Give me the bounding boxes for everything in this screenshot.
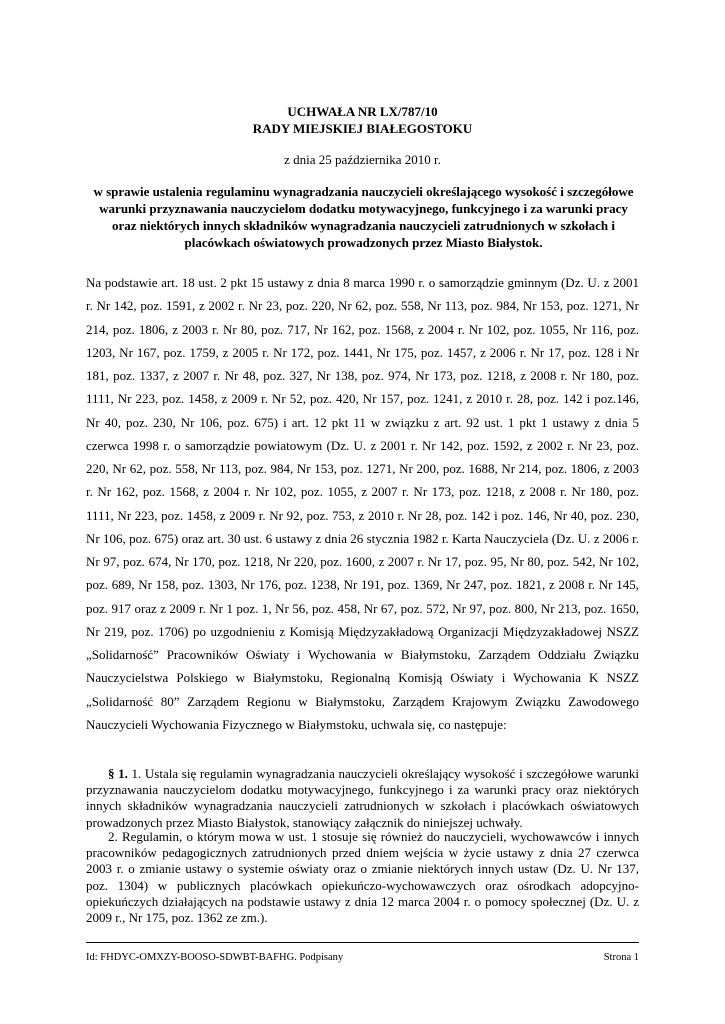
resolution-date: z dnia 25 października 2010 r.: [284, 152, 441, 167]
section-marker: § 1.: [108, 766, 128, 781]
resolution-number: UCHWAŁA NR LX/787/10: [287, 104, 438, 119]
section-1-text: 1. Ustala się regulamin wynagradzania nauczycieli określający wysokość i szczegółowe warunki przyznawania nauczycielom dodatku motywacyjnego, funkcyjnego i za warunki pracy oraz niektórych innych składników wynagradzania nauczycieli zatrudnionych w szkołach i placówkach oświatowych prowadzonych przez Miasto Białystok, stanowiący załącznik do niniejszej uchwały.: [86, 766, 639, 830]
council-name: RADY MIEJSKIEJ BIAŁEGOSTOKU: [252, 121, 473, 136]
document-id: Id: FHDYC-OMXZY-BOOSO-SDWBT-BAFHG. Podpisany: [86, 952, 344, 963]
page-number: Strona 1: [603, 952, 639, 963]
legal-basis-preamble: Na podstawie art. 18 ust. 2 pkt 15 ustawy z dnia 8 marca 1990 r. o samorządzie gminnym (Dz. U. z 2001 r. Nr 142, poz. 1591, z 2002 r. Nr 23, poz. 220, Nr 62, poz. 558, Nr 113, poz. 984, Nr 153, poz. 1271, Nr 214, poz. 1806, z 2003 r. Nr 80, poz. 717, Nr 162, poz. 1568, z 2004 r. Nr 102, poz. 1055, Nr 116, poz. 1203, Nr 167, poz. 1759, z 2005 r. Nr 172, poz. 1441, Nr 175, poz. 1457, z 2006 r. Nr 17, poz. 128 i Nr 181, poz. 1337, z 2007 r. Nr 48, poz. 327, Nr 138, poz. 974, Nr 173, poz. 1218, z 2008 r. Nr 180, poz. 1111, Nr 223, poz. 1458, z 2009 r. Nr 52, poz. 420, Nr 157, poz. 1241, z 2010 r. 28, poz. 142 i poz.146, Nr 40, poz. 230, Nr 106, poz. 675) i art. 12 pkt 11 w związku z art. 92 ust. 1 pkt 1 ustawy z dnia 5 czerwca 1998 r. o samorządzie powiatowym (Dz. U. z 2001 r. Nr 142, poz. 1592, z 2002 r. Nr 23, poz. 220, Nr 62, poz. 558, Nr 113, poz. 984, Nr 153, poz. 1271, Nr 200, poz. 1688, Nr 214, poz. 1806, z 2003 r. Nr 162, poz. 1568, z 2004 r. Nr 102, poz. 1055, z 2007 r. Nr 173, poz. 1218, z 2008 r. Nr 180, poz. 1111, Nr 223, poz. 1458, z 2009 r. Nr 92, poz. 753, z 2010 r. Nr 28, poz. 142 i poz. 146, Nr 40, poz. 230, Nr 106, poz. 675) oraz art. 30 ust. 6 ustawy z dnia 26 stycznia 1982 r. Karta Nauczyciela (Dz. U. z 2006 r. Nr 97, poz. 674, Nr 170, poz. 1218, Nr 220, poz. 1600, z 2007 r. Nr 17, poz. 95, Nr 80, poz. 542, Nr 102, poz. 689, Nr 158, poz. 1303, Nr 176, poz. 1238, Nr 191, poz. 1369, Nr 247, poz. 1821, z 2008 r. Nr 145, poz. 917 oraz z 2009 r. Nr 1 poz. 1, Nr 56, poz. 458, Nr 67, poz. 572, Nr 97, poz. 800, Nr 213, poz. 1650, Nr 219, poz. 1706) po uzgodnieniu z Komisją Międzyzakładową Organizacji Międzyzakładowej NSZZ „Solidarność” Pracowników Oświaty i Wychowania w Białymstoku, Zarządem Oddziału Związku Nauczycielstwa Polskiego w Białymstoku, Regionalną Komisją Oświaty i Wychowania K NSZZ „Solidarność 80” Zarządem Regionu w Białymstoku, Zarządem Krajowym Związku Zawodowego Nauczycieli Wychowania Fizycznego w Białymstoku, uchwala się, co następuje:: [86, 275, 639, 732]
footer-divider: [86, 942, 639, 943]
section-1-paragraph-2: 2. Regulamin, o którym mowa w ust. 1 stosuje się również do nauczycieli, wychowawców i innych pracowników pedagogicznych zatrudnionych przed dniem wejścia w życie ustawy z dnia 27 czerwca 2003 r. o zmianie ustawy o systemie oświaty oraz o zmianie niektórych innych ustaw (Dz. U. Nr 137, poz. 1304) w publicznych placówkach opiekuńczo-wychowawczych oraz ośrodkach adopcyjno-opiekuńczych działających na podstawie ustawy z dnia 12 marca 2004 r. o pomocy społecznej (Dz. U. z 2009 r., Nr 175, poz. 1362 ze zm.).: [86, 829, 639, 926]
section-1-paragraph-1: [86, 766, 639, 831]
resolution-subject: w sprawie ustalenia regulaminu wynagradzania nauczycieli określającego wysokość i szczegółowe warunki przyznawania nauczycielom dodatku motywacyjnego, funkcyjnego i za warunki pracy oraz niektórych innych składników wynagradzania nauczycieli zatrudnionych w szkołach i placówkach oświatowych prowadzonych przez Miasto Białystok.: [93, 184, 634, 250]
